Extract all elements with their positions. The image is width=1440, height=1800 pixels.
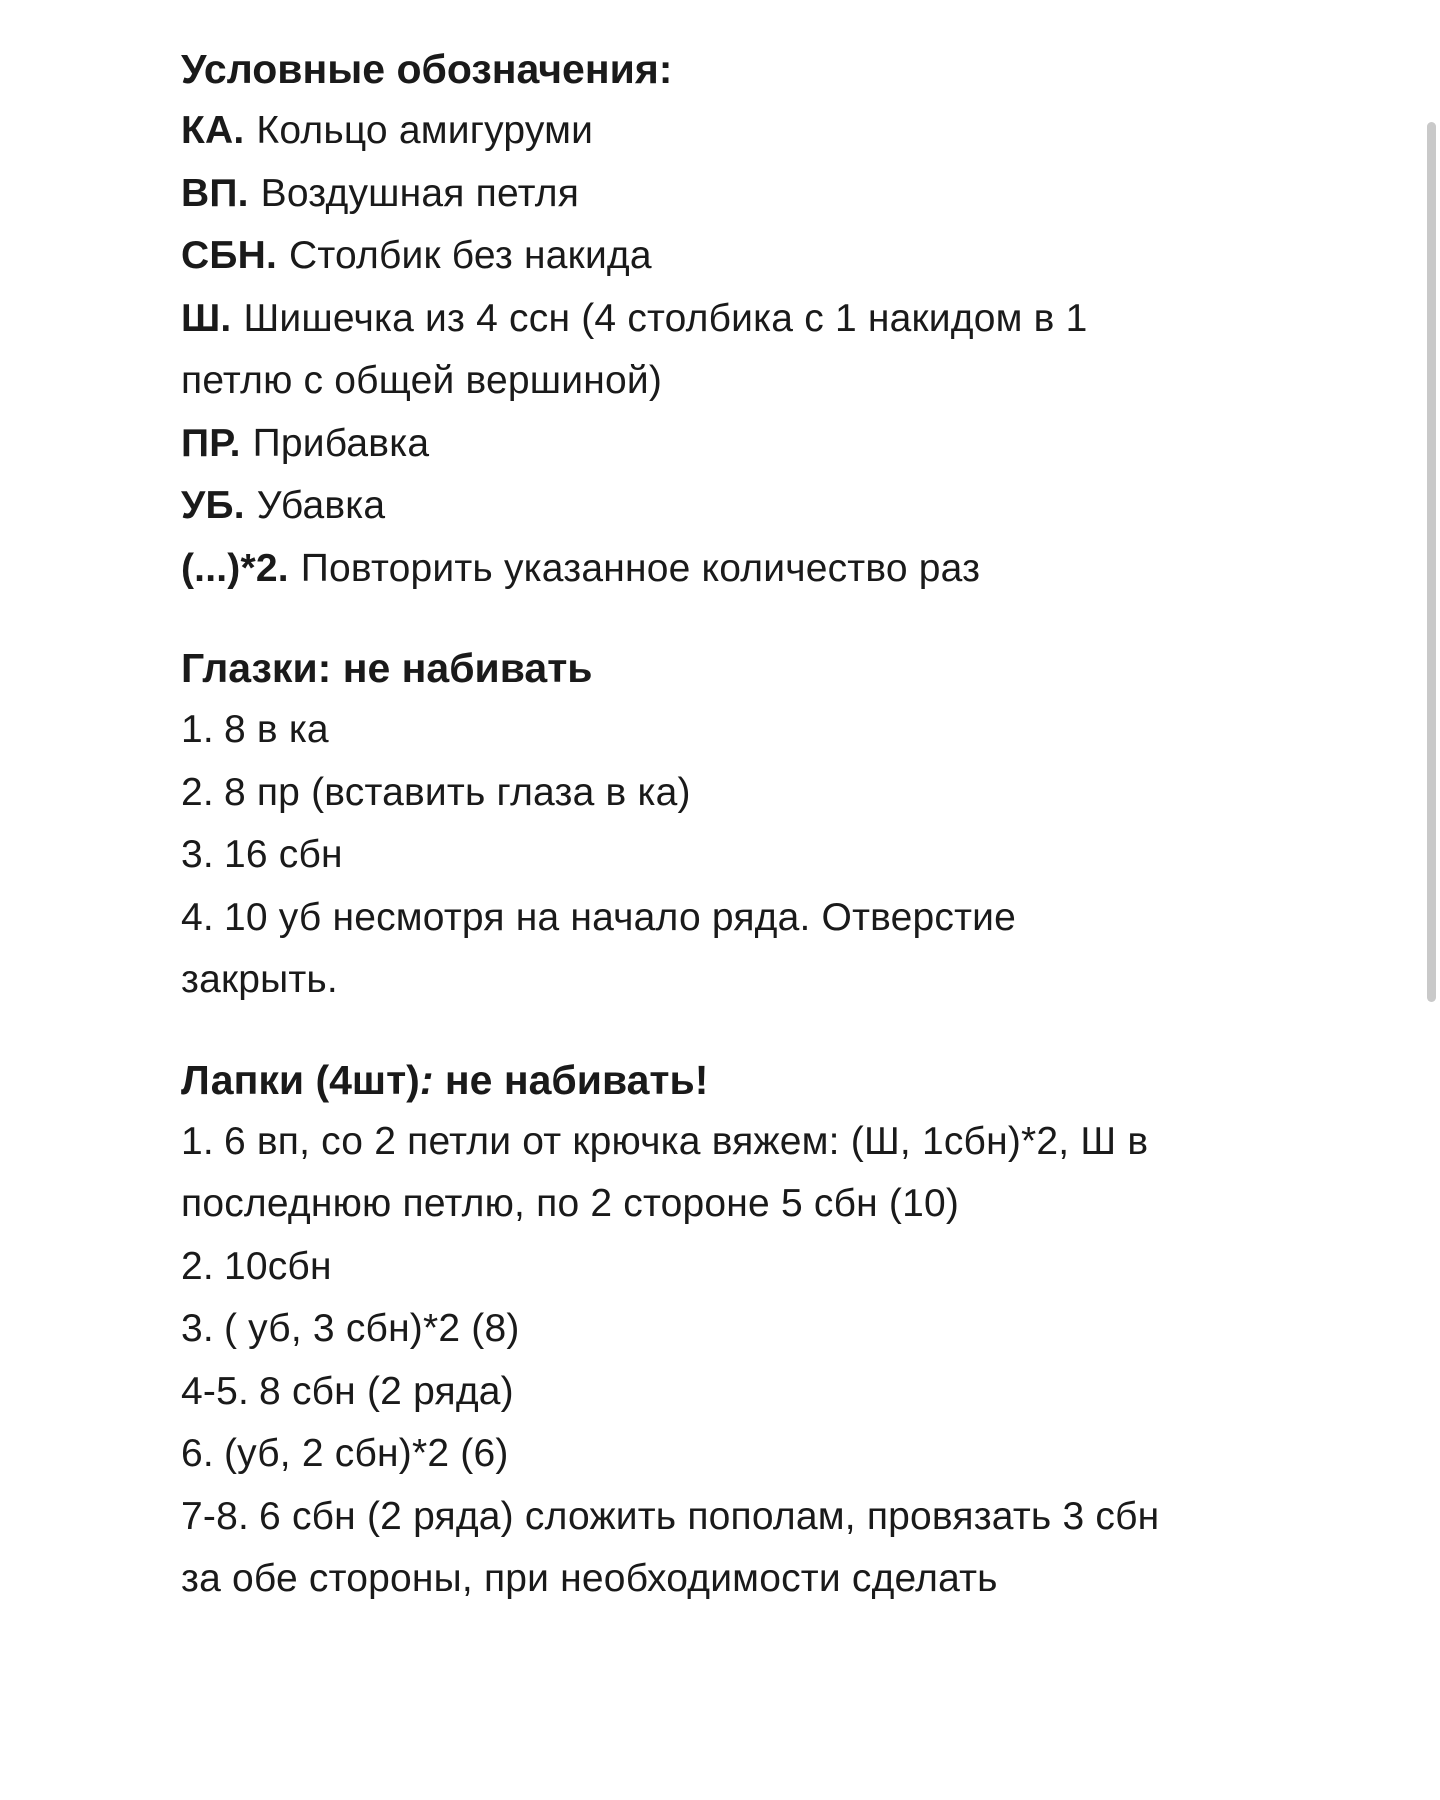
legend-text: Убавка <box>256 484 386 527</box>
step-text: 10 уб несмотря на начало ряда. Отверстие закрыть. <box>181 895 1017 1001</box>
paws-step <box>181 1111 1241 1236</box>
legend-section <box>181 38 1241 600</box>
eyes-title: Глазки: не набивать <box>181 645 593 691</box>
legend-abbr: ВП. <box>181 171 249 215</box>
legend-item <box>181 413 1241 476</box>
scrollbar-thumb[interactable] <box>1427 122 1436 1002</box>
legend-item <box>181 100 1241 163</box>
legend-text: Кольцо амигуруми <box>256 109 594 152</box>
legend-text: Шишечка из 4 ссн (4 столбика с 1 накидом в 1 петлю с общей вершиной) <box>181 296 1088 402</box>
legend-item <box>181 288 1201 413</box>
paws-title-main: Лапки (4шт) <box>181 1056 420 1103</box>
step-text: ( уб, 3 сбн)*2 (8) <box>223 1307 520 1350</box>
step-number: 1. <box>181 708 214 751</box>
paws-step <box>181 1236 1241 1299</box>
step-text: 16 сбн <box>223 833 343 876</box>
legend-item <box>181 163 1241 226</box>
legend-title: Условные обозначения: <box>181 46 673 92</box>
step-number: 7-8. <box>181 1494 250 1538</box>
paws-step <box>181 1423 1241 1486</box>
step-number: 4. <box>181 895 214 939</box>
legend-text: Воздушная петля <box>260 171 580 215</box>
legend-text: Повторить указанное количество раз <box>300 546 981 590</box>
step-number: 2. <box>181 770 214 814</box>
document-page <box>181 38 1241 1611</box>
step-number: 4-5. <box>181 1369 250 1413</box>
legend-abbr: СБН. <box>181 234 277 277</box>
legend-item <box>181 475 1241 538</box>
eyes-step <box>181 887 1141 1012</box>
paws-title-colon: : <box>419 1056 434 1103</box>
step-text: 6 сбн (2 ряда) сложить пополам, провязать 3 сбн за обе стороны, при необходимости сделать <box>181 1494 1160 1600</box>
step-text: (уб, 2 сбн)*2 (6) <box>223 1432 509 1475</box>
step-number: 3. <box>181 833 214 876</box>
legend-abbr: КА. <box>181 109 245 152</box>
section-spacer <box>181 600 1241 637</box>
step-number: 3. <box>181 1307 214 1350</box>
paws-step <box>181 1486 1201 1611</box>
legend-text: Столбик без накида <box>289 234 652 277</box>
legend-abbr: (...)*2. <box>181 546 289 590</box>
legend-abbr: ПР. <box>181 421 241 465</box>
step-number: 6. <box>181 1432 214 1475</box>
step-text: 8 пр (вставить глаза в ка) <box>223 770 691 814</box>
step-number: 2. <box>181 1244 214 1288</box>
step-text: 8 в ка <box>223 708 329 751</box>
legend-item <box>181 538 1241 601</box>
paws-step <box>181 1361 1241 1424</box>
legend-abbr: УБ. <box>181 484 245 527</box>
paws-step <box>181 1298 1241 1361</box>
step-number: 1. <box>181 1119 214 1163</box>
legend-abbr: Ш. <box>181 296 232 340</box>
paws-title-rest: не набивать! <box>433 1056 709 1103</box>
eyes-step <box>181 762 1241 825</box>
step-text: 10сбн <box>223 1244 332 1288</box>
step-text: 8 сбн (2 ряда) <box>259 1369 514 1413</box>
section-spacer <box>181 1012 1241 1049</box>
paws-section <box>181 1049 1241 1611</box>
step-text: 6 вп, со 2 петли от крючка вяжем: (Ш, 1сбн)*2, Ш в последнюю петлю, по 2 стороне 5 сбн (10) <box>181 1119 1149 1225</box>
eyes-step <box>181 824 1241 887</box>
legend-item <box>181 225 1241 288</box>
vertical-scrollbar[interactable] <box>1424 122 1440 1002</box>
eyes-section <box>181 637 1241 1012</box>
legend-text: Прибавка <box>252 421 430 465</box>
eyes-step <box>181 699 1241 762</box>
paws-title <box>181 1049 1241 1111</box>
